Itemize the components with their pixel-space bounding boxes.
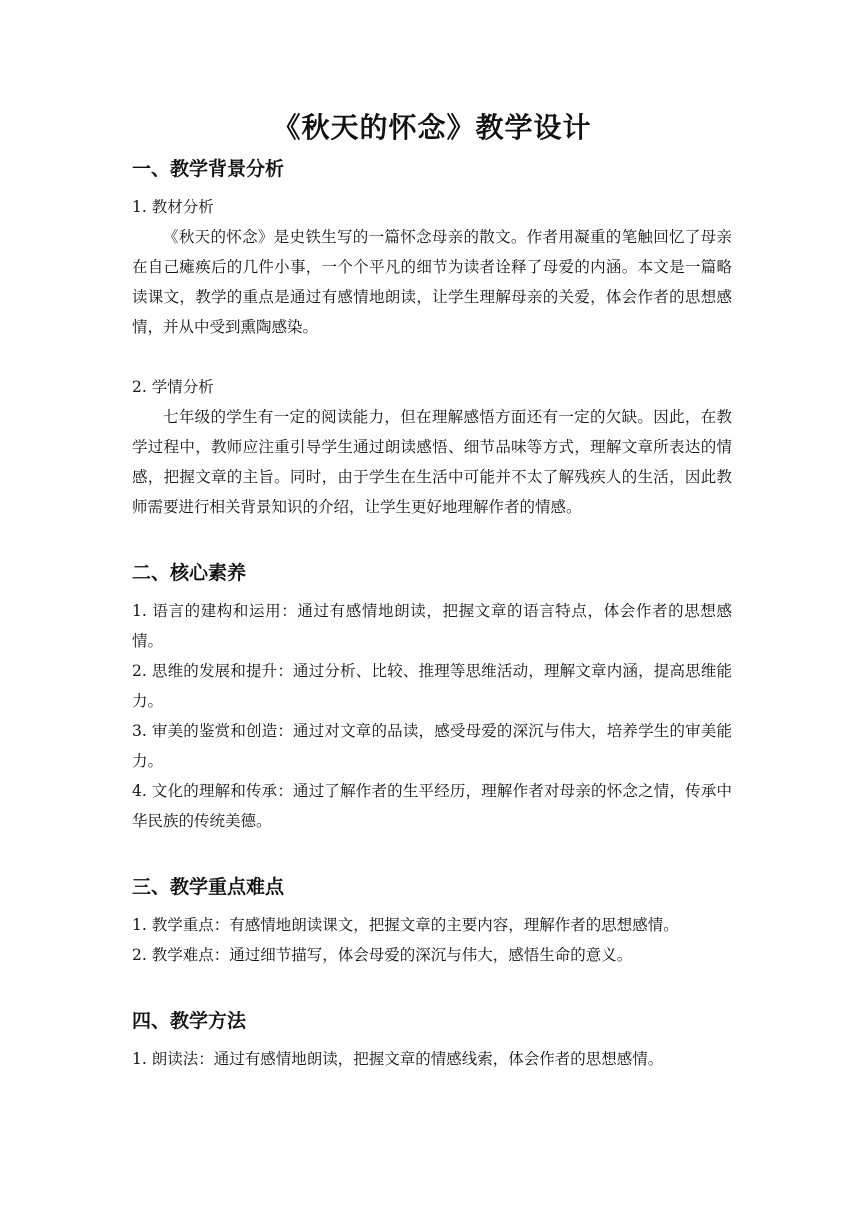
- list-item: 1. 语言的建构和运用：通过有感情地朗读，把握文章的语言特点，体会作者的思想感情。: [132, 602, 732, 650]
- list-item: 2. 教学难点：通过细节描写，体会母爱的深沉与伟大，感悟生命的意义。: [132, 946, 633, 964]
- list-item: 4. 文化的理解和传承：通过了解作者的生平经历，理解作者对母亲的怀念之情，传承中华民族的传统美德。: [132, 782, 732, 830]
- document-title: 《秋天的怀念》教学设计: [272, 111, 592, 144]
- subsection-text-students: 七年级的学生有一定的阅读能力，但在理解感悟方面还有一定的欠缺。因此，在教学过程中，教师应注重引导学生通过朗读感悟、细节品味等方式，理解文章所表达的情感，把握文章的主旨。同时，由于学生在生活中可能并不太了解残疾人的生活，因此教师需要进行相关背景知识的介绍，让学生更好地理解作者的情感。: [132, 408, 732, 516]
- section-heading-background: 一、教学背景分析: [132, 158, 285, 180]
- document-page: [132, 108, 732, 1074]
- subsection-label-textbook: 1. 教材分析: [132, 198, 214, 216]
- subsection-text-textbook: 《秋天的怀念》是史铁生写的一篇怀念母亲的散文。作者用凝重的笔触回忆了母亲在自己瘫痪后的几件小事，一个个平凡的细节为读者诠释了母爱的内涵。本文是一篇略读课文，教学的重点是通过有感情地朗读，让学生理解母亲的关爱，体会作者的思想感情，并从中受到熏陶感染。: [132, 228, 732, 336]
- list-item: 1. 教学重点：有感情地朗读课文，把握文章的主要内容，理解作者的思想感情。: [132, 916, 679, 934]
- list-item: 2. 思维的发展和提升：通过分析、比较、推理等思维活动，理解文章内涵，提高思维能力。: [132, 662, 732, 710]
- subsection-label-students: 2. 学情分析: [132, 378, 214, 396]
- list-item: 3. 审美的鉴赏和创造：通过对文章的品读，感受母爱的深沉与伟大，培养学生的审美能力。: [132, 722, 732, 770]
- section-heading-key-points: 三、教学重点难点: [132, 876, 285, 898]
- section-heading-core-literacy: 二、核心素养: [132, 562, 247, 584]
- list-item: 1. 朗读法：通过有感情地朗读，把握文章的情感线索，体会作者的思想感情。: [132, 1050, 664, 1068]
- section-heading-methods: 四、教学方法: [132, 1010, 247, 1032]
